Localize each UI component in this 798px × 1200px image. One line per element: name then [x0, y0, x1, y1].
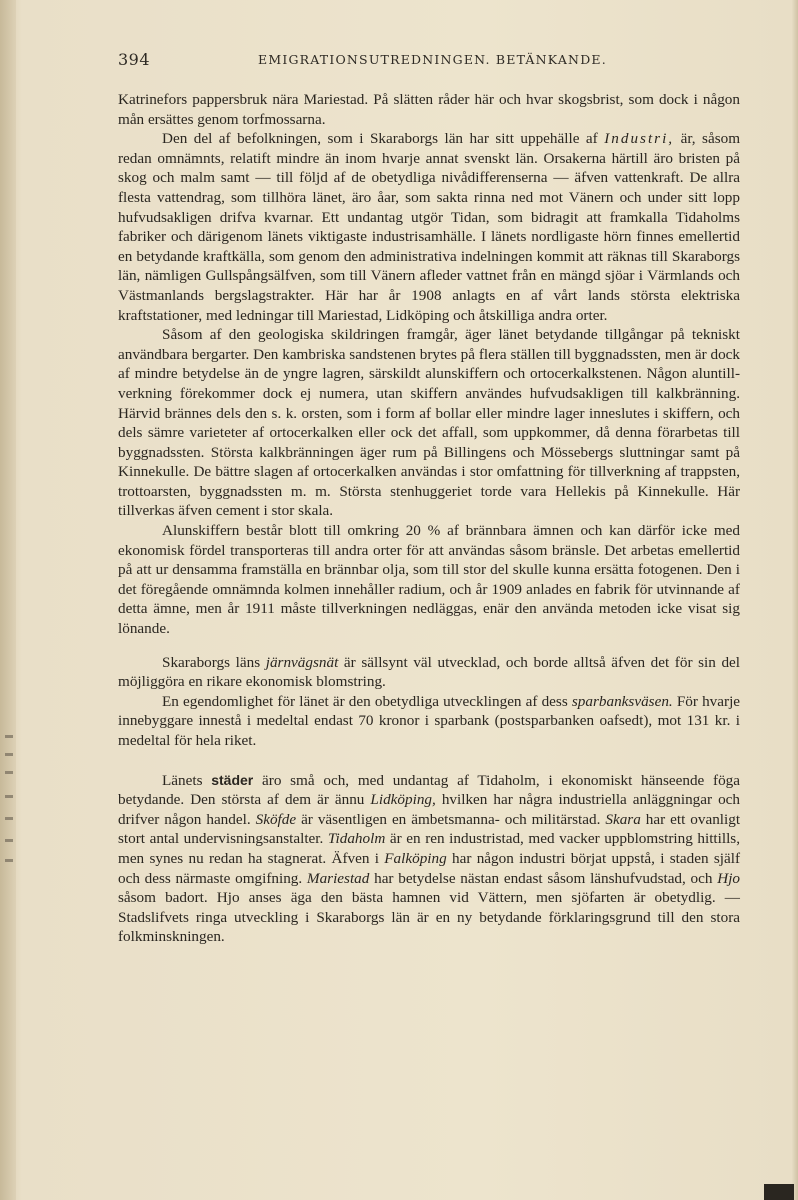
emphasis: Hjo — [717, 869, 741, 887]
emphasis-bold: städer — [211, 771, 254, 788]
page-edge — [792, 0, 798, 1200]
text-run: har någon industri börjat uppstå, i staden själf och dess närmaste omgifning. — [118, 849, 741, 887]
paragraph: Såsom af den geologiska skildringen framgår, äger länet betydande tillgångar på tekniskt användbara bergarter. Den kambriska sandstenen brytes på flera ställen till byggnadssten, men är dock af mindre betydelse än de yngre lagren, särskildt alunskiffern och ortocerkalkstenen. Någon aluntillverkning förekommer dock ej numera, utan skiffern användes hufvudsakligen till kalkbränning. Härvid brännes dels den s. k. orsten, som i form af bollar eller mindre lager inneslutes i skiffern, och dels sämre varieteter af ortocerkalken eller ock det affall, som uppkommer, då denna förarbetas till byggnadssten. Största kalkbränningen äger rum på Billingens och Mössebergs sluttningar samt på Kinnekulle. De bättre slagen af ortocerkalken användas i stor omfattning för tillverkning af trappsten, trottoarsten, byggnadssten m. m. Största stenhuggeriet torde vara Hellekis på Kinnekulle. Här tillverkas äfven cement i stor skala. — [118, 326, 740, 520]
text-run: äro små och, med undantag af Tidaholm, i ekonomiskt hänseende föga betydande. Den största af dem är ännu — [118, 771, 741, 809]
emphasis: Lidköping, — [370, 791, 436, 809]
margin-pencil-marks — [2, 735, 16, 875]
text-run: har betydelse nästan endast såsom länshufvudstad, och — [374, 869, 713, 887]
page-number: 394 — [118, 50, 151, 69]
emphasis: Sköfde — [255, 810, 297, 828]
text-run: är en ren industristad, med vacker uppblomstring hittills, men synes nu redan ha stagnerat. Äfven i — [118, 830, 741, 867]
page-gutter — [0, 0, 16, 1200]
text-run: Länets — [162, 771, 203, 789]
emphasis: sparbanksväsen. — [571, 692, 673, 710]
emphasis: Falköping — [384, 849, 447, 867]
paragraph: Alunskiffern består blott till omkring 20 % af brännbara ämnen och kan därför icke med ekonomisk fördel transporteras till andra orter för att användas såsom bränsle. Det arbetas emellertid på att ur densamma framställa en brännbar olja, som till stor del skulle kunna ersätta fotogenen. Den i det föregående omnämnda kolmen innehåller radium, och år 1909 anlades en fabrik för utvinnande af detta ämne, men år 1911 måste tillverkningen nedläggas, enär den använda metoden icke visat sig lönande. — [118, 522, 740, 638]
emphasis: Skara — [605, 810, 641, 828]
paragraph: Katrinefors pappersbruk nära Mariestad. På slätten råder här och hvar skogsbrist, som dock i någon mån ersättes genom torfmossarna. — [118, 91, 740, 128]
running-header — [118, 50, 740, 72]
emphasis: Tidaholm — [327, 830, 386, 848]
emphasis: järnvägsnät — [265, 653, 339, 671]
text-run: har ett ovanligt stort antal undervisningsanstalter. — [118, 810, 741, 848]
emphasis: Industri, — [604, 130, 675, 148]
text-run: är, såsom redan omnämnts, relatift mindre än inom hvarje annat svenskt län. Orsakerna härtill äro bristen på skog och malm samt — till följd af de obetydliga nivådifferenserna — äfven vattenkraft. De allra flesta vattendrag, som tillhöra länet, äro åar, som sakta rinna ned mot Vänern och under sitt lopp hufvudsakligen drifva kvarnar. Ett undantag utgör Tidan, som bidragit att framkalla Tidaholms fabriker och därigenom länets viktigaste industrisamhälle. I länets nordligaste hörn finnes emellertid en betydande kraftkälla, som genom den administrativa indelningen kommit att räknas till Skaraborgs län, nämligen Gullspångsälfven, som till Vänern afleder vattnet från en mängd sjöar i Värmlands och Västmanlands bergslagstrakter. Här har år 1908 anlagts en af vårt lands största elektriska kraftstationer, med ledningar till Mariestad, Lidköping och åtskilliga andra orter. — [118, 130, 741, 324]
paragraph — [118, 653, 740, 692]
text-run: Den del af befolkningen, som i Skaraborgs län har sitt uppehälle af — [162, 130, 598, 148]
text-run: Skaraborgs läns — [162, 653, 261, 671]
emphasis: Mariestad — [306, 869, 370, 887]
text-run: För hvarje innebyggare innestå i medeltal endast 70 kronor i sparbank (postsparbanken oafsedt), mot 131 kr. i medeltal för hela riket. — [118, 692, 741, 749]
text-run: hvilken har några industriella anläggningar och drifver någon handel. — [118, 791, 741, 828]
text-run: En egendomlighet för länet är den obetydliga utvecklingen af dess — [162, 692, 568, 710]
body-text — [118, 90, 740, 947]
paragraph — [118, 129, 740, 325]
text-run: är väsentligen en ämbetsmanna- och militärstad. — [301, 810, 601, 828]
text-run: är sällsynt väl utvecklad, och borde alltså äfven det för sin del möjliggöra en rikare ekonomisk blomstring. — [118, 653, 740, 691]
text-run: såsom badort. Hjo anses äga den bästa hamnen vid Vättern, men sjöfarten är obetydlig. — Stadslifvets ringa utveckling i Skaraborgs län är en ny betydande förklaringsgrund till den stora folkminskningen. — [118, 889, 740, 946]
running-title: EMIGRATIONSUTREDNINGEN. BETÄNKANDE. — [258, 52, 607, 67]
paragraph — [118, 771, 740, 947]
paragraph — [118, 692, 740, 751]
corner-tab — [764, 1184, 794, 1200]
